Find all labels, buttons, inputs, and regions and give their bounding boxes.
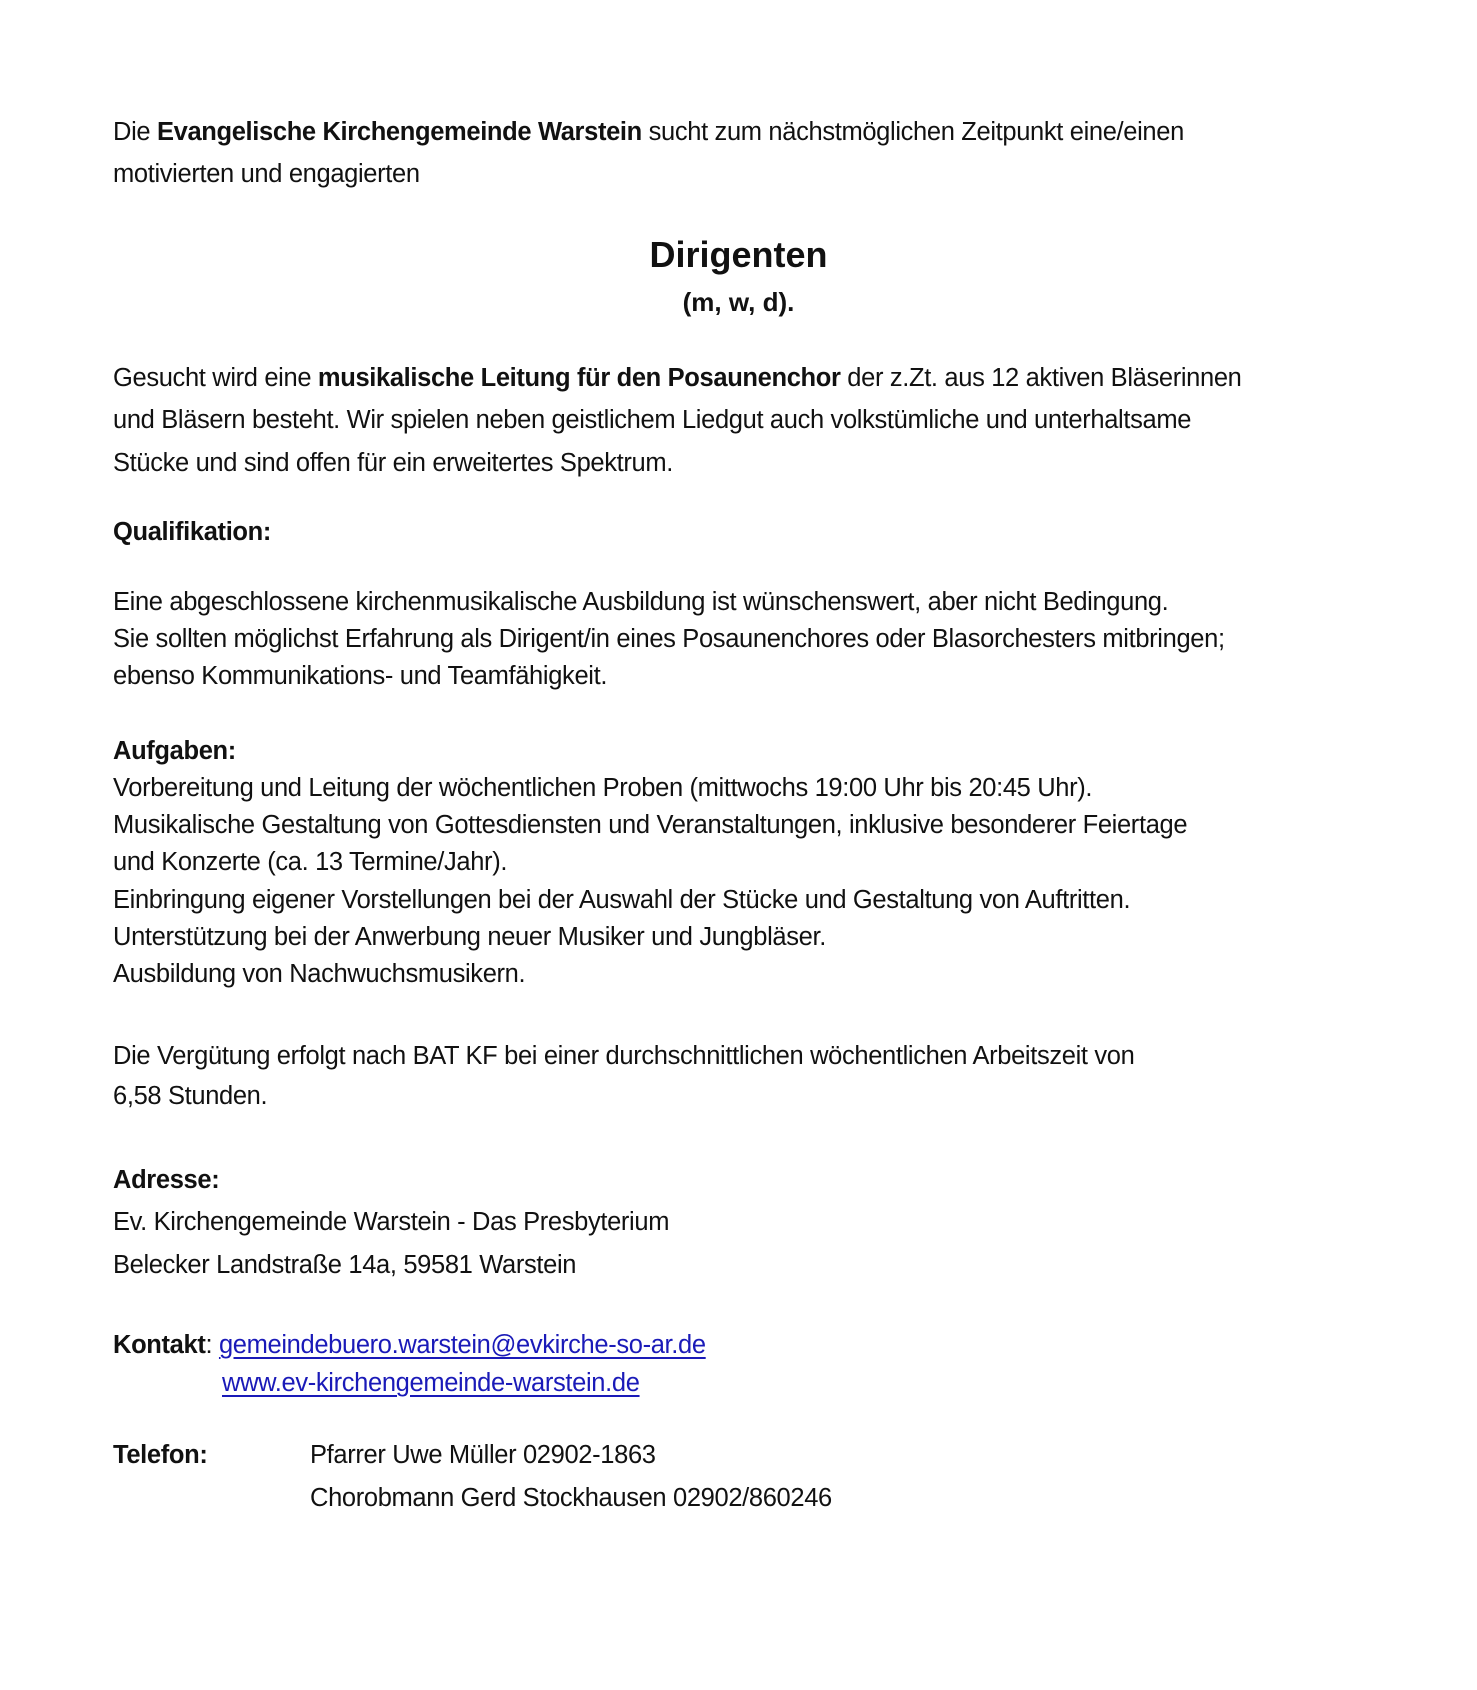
- kontakt-row: [113, 1330, 706, 1360]
- qualifikation-line: Sie sollten möglichst Erfahrung als Dirigent/in eines Posaunenchores oder Blasorchesters mitbringen;: [113, 625, 1225, 653]
- website-row: [222, 1368, 640, 1398]
- adresse-heading: Adresse:: [113, 1166, 220, 1194]
- page-subtitle: (m, w, d).: [682, 287, 795, 317]
- intro-line-2: motivierten und engagierten: [113, 160, 420, 188]
- kontakt-colon: :: [205, 1331, 219, 1359]
- aufgaben-line: Einbringung eigener Vorstellungen bei der Auswahl der Stücke und Gestaltung von Auftritten.: [113, 886, 1131, 914]
- description-suffix: der z.Zt. aus 12 aktiven Bläserinnen: [840, 364, 1242, 392]
- telefon-entry: Pfarrer Uwe Müller 02902-1863: [310, 1441, 656, 1469]
- description-highlight: musikalische Leitung für den Posaunenchor: [317, 364, 841, 392]
- qualifikation-heading: Qualifikation:: [113, 518, 272, 546]
- aufgaben-heading: Aufgaben:: [113, 737, 236, 765]
- aufgaben-line: und Konzerte (ca. 13 Termine/Jahr).: [113, 848, 508, 876]
- aufgaben-line: Ausbildung von Nachwuchsmusikern.: [113, 960, 526, 988]
- page-title: Dirigenten: [649, 234, 828, 275]
- description-line-2: und Bläsern besteht. Wir spielen neben geistlichem Liedgut auch volkstümliche und unterhaltsame: [113, 406, 1192, 434]
- verguetung-line-1: Die Vergütung erfolgt nach BAT KF bei einer durchschnittlichen wöchentlichen Arbeitszeit von: [113, 1042, 1135, 1070]
- intro-prefix: Die: [113, 118, 157, 146]
- kontakt-label: Kontakt: [113, 1331, 206, 1359]
- description-prefix: Gesucht wird eine: [113, 364, 318, 392]
- qualifikation-line: ebenso Kommunikations- und Teamfähigkeit.: [113, 662, 608, 690]
- organization-name: Evangelische Kirchengemeinde Warstein: [156, 118, 642, 146]
- telefon-label: Telefon:: [113, 1441, 208, 1469]
- adresse-line-2: Belecker Landstraße 14a, 59581 Warstein: [113, 1251, 577, 1279]
- adresse-line-1: Ev. Kirchengemeinde Warstein - Das Presbyterium: [113, 1208, 670, 1236]
- description-line-3: Stücke und sind offen für ein erweitertes Spektrum.: [113, 449, 673, 477]
- email-link[interactable]: gemeindebuero.warstein@evkirche-so-ar.de: [218, 1331, 706, 1359]
- aufgaben-line: Unterstützung bei der Anwerbung neuer Musiker und Jungbläser.: [113, 923, 826, 951]
- intro-line-1: [113, 117, 1184, 147]
- qualifikation-line: Eine abgeschlossene kirchenmusikalische Ausbildung ist wünschenswert, aber nicht Bedingung.: [113, 588, 1169, 616]
- verguetung-line-2: 6,58 Stunden.: [113, 1082, 268, 1110]
- telefon-entry: Chorobmann Gerd Stockhausen 02902/860246: [310, 1484, 832, 1512]
- aufgaben-line: Musikalische Gestaltung von Gottesdiensten und Veranstaltungen, inklusive besonderer Feiertage: [113, 811, 1188, 839]
- aufgaben-line: Vorbereitung und Leitung der wöchentlichen Proben (mittwochs 19:00 Uhr bis 20:45 Uhr).: [113, 774, 1093, 802]
- intro-suffix: sucht zum nächstmöglichen Zeitpunkt eine/einen: [641, 118, 1184, 146]
- website-link[interactable]: www.ev-kirchengemeinde-warstein.de: [222, 1369, 640, 1397]
- description-line-1: [113, 363, 1242, 393]
